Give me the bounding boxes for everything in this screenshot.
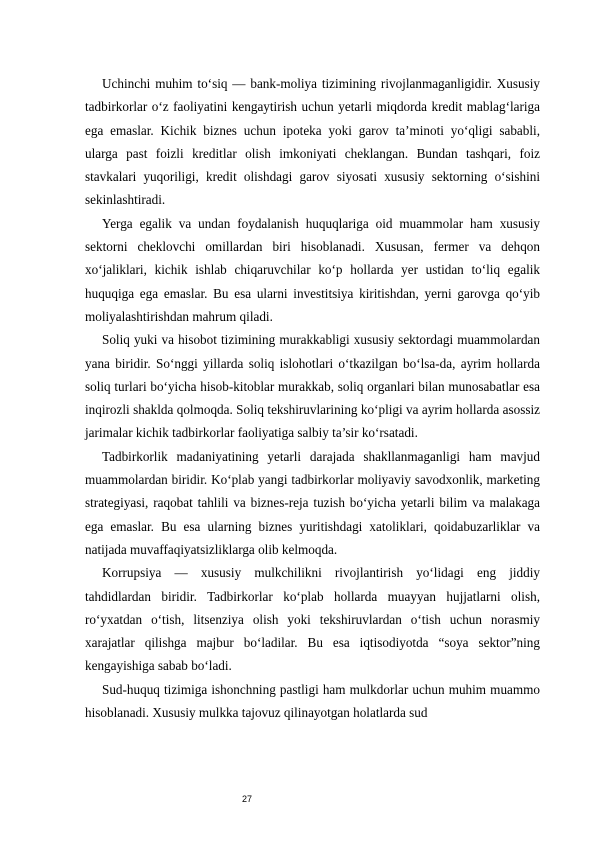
paragraph-corruption: Korrupsiya — xususiy mulkchilikni rivojlantirish yo‘lidagi eng jiddiy tahdidlardan biridir. Tadbirkorlar ko‘plab hollarda muayyan hujjatlarni olish, ro‘yxatdan o‘tish, litsenziya olish yoki tekshiruvlardan o‘tish uchun norasmiy xarajatlar qilishga majbur bo‘ladilar. Bu esa iqtisodiyotda “soya sektor”ning kengayishiga sabab bo‘ladi. bbox=[85, 565, 540, 674]
paragraph-land-ownership: Yerga egalik va undan foydalanish huquqlariga oid muammolar ham xususiy sektorni cheklovchi omillardan biri hisoblanadi. Xususan, fermer va dehqon xo‘jaliklari, kichik ishlab chiqaruvchilar ko‘p hollarda yer ustidan to‘liq egalik huquqiga ega emaslar. Bu esa ularni investitsiya kiritishdan, yerni garovga qo‘yib moliyalashtirishdan mahrum qiladi. bbox=[85, 215, 540, 324]
paragraph-banking-barrier: Uchinchi muhim to‘siq — bank-moliya tizimining rivojlanmaganligidir. Xususiy tadbirkorlar o‘z faoliyatini kengaytirish uchun yetarli miqdorda kredit mablag‘lariga ega emaslar. Kichik biznes uchun ipoteka yoki garov ta’minoti yo‘qligi sababli, ularga past foizli kreditlar olish imkoniyati cheklangan. Bundan tashqari, foiz stavkalari yuqoriligi, kredit olishdagi garov siyosati xususiy sektorning o‘sishini sekinlashtiradi. bbox=[85, 76, 540, 208]
page-number: 27 bbox=[242, 794, 253, 804]
paragraph-entrepreneurship-culture: Tadbirkorlik madaniyatining yetarli darajada shakllanmaganligi ham mavjud muammolardan biridir. Ko‘plab yangi tadbirkorlar moliyaviy savodxonlik, marketing strategiyasi, raqobat tahlili va biznes-reja tuzish bo‘yicha yetarli bilim va malakaga ega emaslar. Bu esa ularning biznes yuritishdagi xatoliklari, qoidabuzarliklar va natijada muvaffaqiyatsizliklarga olib kelmoqda. bbox=[85, 448, 540, 557]
paragraph-tax-burden: Soliq yuki va hisobot tizimining murakkabligi xususiy sektordagi muammolardan yana biridir. So‘nggi yillarda soliq islohotlari o‘tkazilgan bo‘lsa-da, ayrim hollarda soliq turlari bo‘yicha hisob-kitoblar murakkab, soliq organlari bilan munosabatlar esa inqirozli shaklda qolmoqda. Soliq tekshiruvlarining ko‘pligi va ayrim hollarda asossiz jarimalar kichik tadbirkorlar faoliyatiga salbiy ta’sir ko‘rsatadi. bbox=[85, 332, 540, 441]
document-body bbox=[85, 72, 540, 724]
paragraph-judicial-trust: Sud-huquq tizimiga ishonchning pastligi ham mulkdorlar uchun muhim muammo hisoblanadi. Xususiy mulkka tajovuz qilinayotgan holatlarda sud bbox=[85, 681, 540, 721]
